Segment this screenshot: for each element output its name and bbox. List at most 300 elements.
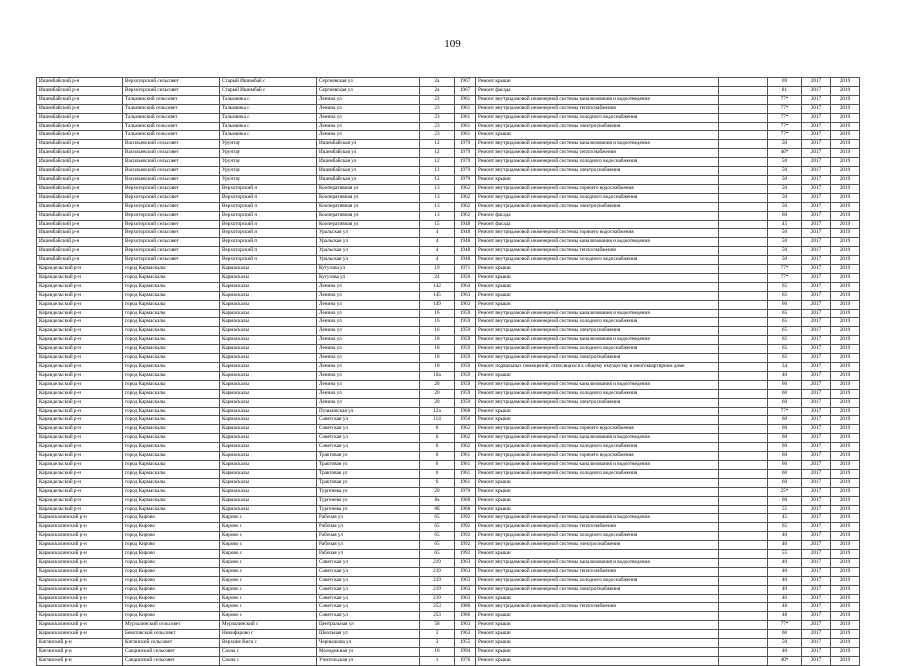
table-row: [37, 158, 860, 167]
work-type-cell: Ремонт внутридомовой инженерной системы теплоснабжения: [476, 603, 719, 612]
percent-cell: 77*: [768, 95, 802, 104]
settlement-cell: Васильевский сельсовет: [123, 167, 220, 176]
table-row: [37, 167, 860, 176]
year-cell: 1986: [455, 612, 476, 621]
blank-cell: [719, 247, 768, 256]
year-cell: 1979: [455, 149, 476, 158]
street-cell: Сергиевская ул: [317, 78, 420, 87]
end-year-cell: 2019: [831, 434, 860, 443]
year-cell: 1963: [455, 567, 476, 576]
table-row: [37, 318, 860, 327]
blank-cell: [719, 78, 768, 87]
percent-cell: 50: [768, 184, 802, 193]
end-year-cell: 2019: [831, 460, 860, 469]
percent-cell: 60: [768, 380, 802, 389]
district-cell: Ишимбайский р-н: [37, 184, 123, 193]
settlement-cell: город Кармаскалы: [123, 434, 220, 443]
end-year-cell: 2019: [831, 639, 860, 648]
settlement-cell: город Кирово: [123, 603, 220, 612]
start-year-cell: 2017: [802, 487, 831, 496]
locality-cell: Урунтау: [220, 175, 317, 184]
locality-cell: Кирово с: [220, 567, 317, 576]
start-year-cell: 2017: [802, 247, 831, 256]
locality-cell: Кармаскалы: [220, 371, 317, 380]
percent-cell: 77*: [768, 407, 802, 416]
start-year-cell: 2017: [802, 425, 831, 434]
end-year-cell: 2019: [831, 265, 860, 274]
start-year-cell: 2017: [802, 371, 831, 380]
street-cell: Тургенева ул: [317, 487, 420, 496]
table-row: [37, 460, 860, 469]
house-cell: 13: [420, 193, 455, 202]
district-cell: Кармаскалинский р-н: [37, 576, 123, 585]
table-row: [37, 175, 860, 184]
start-year-cell: 2017: [802, 523, 831, 532]
locality-cell: Кармаскалы: [220, 443, 317, 452]
blank-cell: [719, 407, 768, 416]
start-year-cell: 2017: [802, 434, 831, 443]
locality-cell: Кармаскалы: [220, 327, 317, 336]
start-year-cell: 2017: [802, 345, 831, 354]
table-row: [37, 496, 860, 505]
year-cell: 1979: [455, 167, 476, 176]
table-row: [37, 434, 860, 443]
locality-cell: Верхоторский п: [220, 184, 317, 193]
locality-cell: Кармаскалы: [220, 452, 317, 461]
percent-cell: 40: [768, 567, 802, 576]
start-year-cell: 2017: [802, 558, 831, 567]
page-number: 109: [444, 38, 461, 50]
year-cell: 1963: [455, 585, 476, 594]
locality-cell: Кармаскалы: [220, 291, 317, 300]
blank-cell: [719, 273, 768, 282]
year-cell: 1956: [455, 416, 476, 425]
percent-cell: 65: [768, 327, 802, 336]
blank-cell: [719, 363, 768, 372]
house-cell: 6: [420, 478, 455, 487]
blank-cell: [719, 630, 768, 639]
locality-cell: Кармаскалы: [220, 309, 317, 318]
start-year-cell: 2017: [802, 389, 831, 398]
start-year-cell: 2017: [802, 211, 831, 220]
house-cell: 16: [420, 327, 455, 336]
blank-cell: [719, 452, 768, 461]
year-cell: 1970: [455, 487, 476, 496]
street-cell: Чернышова ул: [317, 639, 420, 648]
district-cell: Караидельский р-н: [37, 389, 123, 398]
start-year-cell: 2017: [802, 86, 831, 95]
locality-cell: Верхоторский п: [220, 238, 317, 247]
street-cell: Уральская ул: [317, 229, 420, 238]
work-type-cell: Ремонт крыши: [476, 371, 719, 380]
start-year-cell: 2017: [802, 220, 831, 229]
district-cell: Ишимбайский р-н: [37, 202, 123, 211]
end-year-cell: 2019: [831, 273, 860, 282]
street-cell: Рабочая ул: [317, 523, 420, 532]
work-type-cell: Ремонт внутридомовой инженерной системы электроснабжения: [476, 327, 719, 336]
settlement-cell: город Кармаскалы: [123, 443, 220, 452]
work-type-cell: Ремонт внутридомовой инженерной системы электроснабжения: [476, 122, 719, 131]
house-cell: 6: [420, 460, 455, 469]
settlement-cell: Бекетовский сельсовет: [123, 630, 220, 639]
settlement-cell: Сандинский сельсовет: [123, 648, 220, 657]
settlement-cell: город Кирово: [123, 514, 220, 523]
table-row: [37, 443, 860, 452]
work-type-cell: Ремонт фасада: [476, 220, 719, 229]
percent-cell: 77*: [768, 273, 802, 282]
house-cell: 18: [420, 354, 455, 363]
percent-cell: 50: [768, 229, 802, 238]
settlement-cell: Верхоторский сельсовет: [123, 220, 220, 229]
blank-cell: [719, 158, 768, 167]
end-year-cell: 2019: [831, 416, 860, 425]
end-year-cell: 2019: [831, 345, 860, 354]
house-cell: 8а: [420, 496, 455, 505]
house-cell: 114: [420, 416, 455, 425]
blank-cell: [719, 469, 768, 478]
start-year-cell: 2017: [802, 327, 831, 336]
year-cell: 1964: [455, 282, 476, 291]
street-cell: Ленина ул: [317, 131, 420, 140]
end-year-cell: 2019: [831, 309, 860, 318]
house-cell: 3: [420, 639, 455, 648]
end-year-cell: 2019: [831, 550, 860, 559]
year-cell: 1979: [455, 158, 476, 167]
end-year-cell: 2019: [831, 327, 860, 336]
settlement-cell: город Кармаскалы: [123, 496, 220, 505]
percent-cell: 65: [768, 318, 802, 327]
work-type-cell: Ремонт внутридомовой инженерной системы холодного водоснабжения: [476, 158, 719, 167]
end-year-cell: 2019: [831, 505, 860, 514]
year-cell: 1962: [455, 443, 476, 452]
work-type-cell: Ремонт крыши: [476, 282, 719, 291]
district-cell: Кармаскалинский р-н: [37, 621, 123, 630]
settlement-cell: Тальминский сельсовет: [123, 95, 220, 104]
end-year-cell: 2019: [831, 131, 860, 140]
percent-cell: 40*: [768, 656, 802, 665]
work-type-cell: Ремонт внутридомовой инженерной системы холодного водоснабжения: [476, 389, 719, 398]
locality-cell: Тальминка с: [220, 113, 317, 122]
street-cell: Ленина ул: [317, 282, 420, 291]
end-year-cell: 2019: [831, 78, 860, 87]
district-cell: Ишимбайский р-н: [37, 140, 123, 149]
district-cell: Ишимбайский р-н: [37, 229, 123, 238]
district-cell: Кармаскалинский р-н: [37, 514, 123, 523]
table-row: [37, 86, 860, 95]
percent-cell: 50: [768, 167, 802, 176]
work-type-cell: Ремонт внутридомовой инженерной системы канализования и водоотведения: [476, 140, 719, 149]
end-year-cell: 2019: [831, 389, 860, 398]
street-cell: Школьная ул: [317, 630, 420, 639]
work-type-cell: Ремонт внутридомовой инженерной системы канализования и водоотведения: [476, 514, 719, 523]
work-type-cell: Ремонт крыши: [476, 175, 719, 184]
district-cell: Караидельский р-н: [37, 460, 123, 469]
street-cell: Рабочая ул: [317, 532, 420, 541]
end-year-cell: 2019: [831, 113, 860, 122]
table-row: [37, 612, 860, 621]
work-type-cell: Ремонт внутридомовой инженерной системы теплоснабжения: [476, 104, 719, 113]
settlement-cell: город Кармаскалы: [123, 318, 220, 327]
settlement-cell: город Кирово: [123, 532, 220, 541]
house-cell: 23: [420, 122, 455, 131]
street-cell: Ленина ул: [317, 345, 420, 354]
blank-cell: [719, 113, 768, 122]
house-cell: 6: [420, 434, 455, 443]
street-cell: Кооперативная ул: [317, 211, 420, 220]
work-type-cell: Ремонт крыши: [476, 300, 719, 309]
start-year-cell: 2017: [802, 656, 831, 665]
settlement-cell: Тальминский сельсовет: [123, 113, 220, 122]
settlement-cell: город Кирово: [123, 594, 220, 603]
district-cell: Караидельский р-н: [37, 398, 123, 407]
repair-register-table: [36, 77, 860, 666]
table-row: [37, 469, 860, 478]
table-row: [37, 648, 860, 657]
house-cell: 6: [420, 469, 455, 478]
start-year-cell: 2017: [802, 407, 831, 416]
district-cell: Кармаскалинский р-н: [37, 541, 123, 550]
district-cell: Караидельский р-н: [37, 371, 123, 380]
percent-cell: 65: [768, 291, 802, 300]
start-year-cell: 2017: [802, 336, 831, 345]
end-year-cell: 2019: [831, 630, 860, 639]
locality-cell: Кармаскалы: [220, 380, 317, 389]
year-cell: 1979: [455, 140, 476, 149]
start-year-cell: 2017: [802, 158, 831, 167]
start-year-cell: 2017: [802, 78, 831, 87]
work-type-cell: Ремонт внутридомовой инженерной системы канализования и водоотведения: [476, 309, 719, 318]
locality-cell: Верхоторский п: [220, 211, 317, 220]
house-cell: 24: [420, 273, 455, 282]
house-cell: 6: [420, 425, 455, 434]
end-year-cell: 2019: [831, 469, 860, 478]
work-type-cell: Ремонт внутридомовой инженерной системы канализования и водоотведения: [476, 460, 719, 469]
table-row: [37, 247, 860, 256]
percent-cell: 77*: [768, 621, 802, 630]
settlement-cell: Сандинский сельсовет: [123, 656, 220, 665]
year-cell: 1962: [455, 425, 476, 434]
blank-cell: [719, 238, 768, 247]
percent-cell: 77*: [768, 113, 802, 122]
end-year-cell: 2019: [831, 496, 860, 505]
work-type-cell: Ремонт внутридомовой инженерной системы канализования и водоотведения: [476, 380, 719, 389]
blank-cell: [719, 220, 768, 229]
year-cell: 1971: [455, 265, 476, 274]
year-cell: 1979: [455, 175, 476, 184]
table-row: [37, 354, 860, 363]
start-year-cell: 2017: [802, 648, 831, 657]
street-cell: Ленина ул: [317, 336, 420, 345]
house-cell: 2а: [420, 78, 455, 87]
district-cell: Караидельский р-н: [37, 478, 123, 487]
street-cell: Ленина ул: [317, 300, 420, 309]
house-cell: 12: [420, 158, 455, 167]
house-cell: 16: [420, 318, 455, 327]
house-cell: 4: [420, 238, 455, 247]
year-cell: 1992: [455, 541, 476, 550]
house-cell: 18: [420, 363, 455, 372]
work-type-cell: Ремонт крыши: [476, 291, 719, 300]
start-year-cell: 2017: [802, 443, 831, 452]
district-cell: Караидельский р-н: [37, 496, 123, 505]
end-year-cell: 2019: [831, 612, 860, 621]
house-cell: 19: [420, 265, 455, 274]
district-cell: Кармаскалинский р-н: [37, 603, 123, 612]
table-row: [37, 585, 860, 594]
settlement-cell: город Кармаскалы: [123, 416, 220, 425]
locality-cell: Кирово с: [220, 550, 317, 559]
house-cell: 219: [420, 558, 455, 567]
street-cell: Ишимбайская ул: [317, 167, 420, 176]
table-row: [37, 104, 860, 113]
percent-cell: 50: [768, 202, 802, 211]
end-year-cell: 2019: [831, 184, 860, 193]
street-cell: Кутузова ул: [317, 265, 420, 274]
blank-cell: [719, 576, 768, 585]
work-type-cell: Ремонт крыши: [476, 656, 719, 665]
settlement-cell: Верхоторский сельсовет: [123, 184, 220, 193]
year-cell: 1961: [455, 95, 476, 104]
work-type-cell: Ремонт крыши: [476, 630, 719, 639]
start-year-cell: 2017: [802, 416, 831, 425]
work-type-cell: Ремонт крыши: [476, 265, 719, 274]
year-cell: 1976: [455, 656, 476, 665]
start-year-cell: 2017: [802, 122, 831, 131]
work-type-cell: Ремонт крыши: [476, 416, 719, 425]
settlement-cell: город Кармаскалы: [123, 380, 220, 389]
percent-cell: 40: [768, 585, 802, 594]
work-type-cell: Ремонт внутридомовой инженерной системы холодного водоснабжения: [476, 113, 719, 122]
work-type-cell: Ремонт внутридомовой инженерной системы канализования и водоотведения: [476, 95, 719, 104]
table-row: [37, 389, 860, 398]
blank-cell: [719, 523, 768, 532]
street-cell: Ленина ул: [317, 309, 420, 318]
year-cell: 1961: [455, 122, 476, 131]
year-cell: 1963: [455, 621, 476, 630]
blank-cell: [719, 291, 768, 300]
work-type-cell: Ремонт подвальных помещений, относящихся к общему имуществу в многоквартирном доме: [476, 363, 719, 372]
end-year-cell: 2019: [831, 452, 860, 461]
start-year-cell: 2017: [802, 603, 831, 612]
district-cell: Ишимбайский р-н: [37, 95, 123, 104]
work-type-cell: Ремонт внутридомовой инженерной системы электроснабжения: [476, 398, 719, 407]
table-row: [37, 149, 860, 158]
street-cell: Советская ул: [317, 612, 420, 621]
table-row: [37, 576, 860, 585]
work-type-cell: Ремонт внутридомовой инженерной системы теплоснабжения: [476, 247, 719, 256]
percent-cell: 60: [768, 416, 802, 425]
house-cell: 20: [420, 389, 455, 398]
district-cell: Ишимбайский р-н: [37, 104, 123, 113]
house-cell: 23: [420, 95, 455, 104]
table-row: [37, 131, 860, 140]
percent-cell: 69: [768, 78, 802, 87]
locality-cell: Старый Ишимбай с: [220, 86, 317, 95]
year-cell: 1962: [455, 184, 476, 193]
settlement-cell: Верхоторский сельсовет: [123, 238, 220, 247]
district-cell: Кигинский р-н: [37, 648, 123, 657]
end-year-cell: 2019: [831, 211, 860, 220]
table-row: [37, 345, 860, 354]
work-type-cell: Ремонт внутридомовой инженерной системы канализования и водоотведения: [476, 238, 719, 247]
district-cell: Кармаскалинский р-н: [37, 585, 123, 594]
settlement-cell: город Кармаскалы: [123, 273, 220, 282]
start-year-cell: 2017: [802, 167, 831, 176]
settlement-cell: город Кармаскалы: [123, 354, 220, 363]
start-year-cell: 2017: [802, 291, 831, 300]
blank-cell: [719, 621, 768, 630]
work-type-cell: Ремонт крыши: [476, 496, 719, 505]
table-row: [37, 416, 860, 425]
start-year-cell: 2017: [802, 265, 831, 274]
district-cell: Ишимбайский р-н: [37, 78, 123, 87]
street-cell: Рабочая ул: [317, 550, 420, 559]
percent-cell: 40: [768, 576, 802, 585]
percent-cell: 40: [768, 594, 802, 603]
year-cell: 1959: [455, 371, 476, 380]
street-cell: Ленина ул: [317, 398, 420, 407]
work-type-cell: Ремонт внутридомовой инженерной системы электроснабжения: [476, 202, 719, 211]
blank-cell: [719, 122, 768, 131]
work-type-cell: Ремонт крыши: [476, 131, 719, 140]
district-cell: Караидельский р-н: [37, 469, 123, 478]
start-year-cell: 2017: [802, 309, 831, 318]
start-year-cell: 2017: [802, 532, 831, 541]
house-cell: 253: [420, 612, 455, 621]
start-year-cell: 2017: [802, 630, 831, 639]
settlement-cell: город Кармаскалы: [123, 487, 220, 496]
year-cell: 1959: [455, 380, 476, 389]
settlement-cell: город Кирово: [123, 585, 220, 594]
end-year-cell: 2019: [831, 247, 860, 256]
locality-cell: Кармаскалы: [220, 425, 317, 434]
percent-cell: 50: [768, 193, 802, 202]
district-cell: Кармаскалинский р-н: [37, 558, 123, 567]
street-cell: Советская ул: [317, 425, 420, 434]
settlement-cell: город Кармаскалы: [123, 291, 220, 300]
percent-cell: 50: [768, 175, 802, 184]
percent-cell: 65: [768, 354, 802, 363]
house-cell: 23: [420, 104, 455, 113]
percent-cell: 45: [768, 220, 802, 229]
settlement-cell: Верхоторский сельсовет: [123, 211, 220, 220]
house-cell: 16: [420, 309, 455, 318]
locality-cell: Кармаскалы: [220, 354, 317, 363]
start-year-cell: 2017: [802, 452, 831, 461]
work-type-cell: Ремонт крыши: [476, 478, 719, 487]
district-cell: Караидельский р-н: [37, 434, 123, 443]
locality-cell: Урунтау: [220, 149, 317, 158]
blank-cell: [719, 345, 768, 354]
year-cell: 1959: [455, 354, 476, 363]
locality-cell: Тальминка с: [220, 122, 317, 131]
table-row: [37, 407, 860, 416]
blank-cell: [719, 478, 768, 487]
work-type-cell: Ремонт крыши: [476, 407, 719, 416]
blank-cell: [719, 167, 768, 176]
blank-cell: [719, 371, 768, 380]
year-cell: 1968: [455, 407, 476, 416]
percent-cell: 60: [768, 300, 802, 309]
start-year-cell: 2017: [802, 541, 831, 550]
blank-cell: [719, 603, 768, 612]
street-cell: Молодежная ул: [317, 648, 420, 657]
table-row: [37, 523, 860, 532]
street-cell: Советская ул: [317, 416, 420, 425]
end-year-cell: 2019: [831, 558, 860, 567]
district-cell: Караидельский р-н: [37, 265, 123, 274]
percent-cell: 45: [768, 514, 802, 523]
